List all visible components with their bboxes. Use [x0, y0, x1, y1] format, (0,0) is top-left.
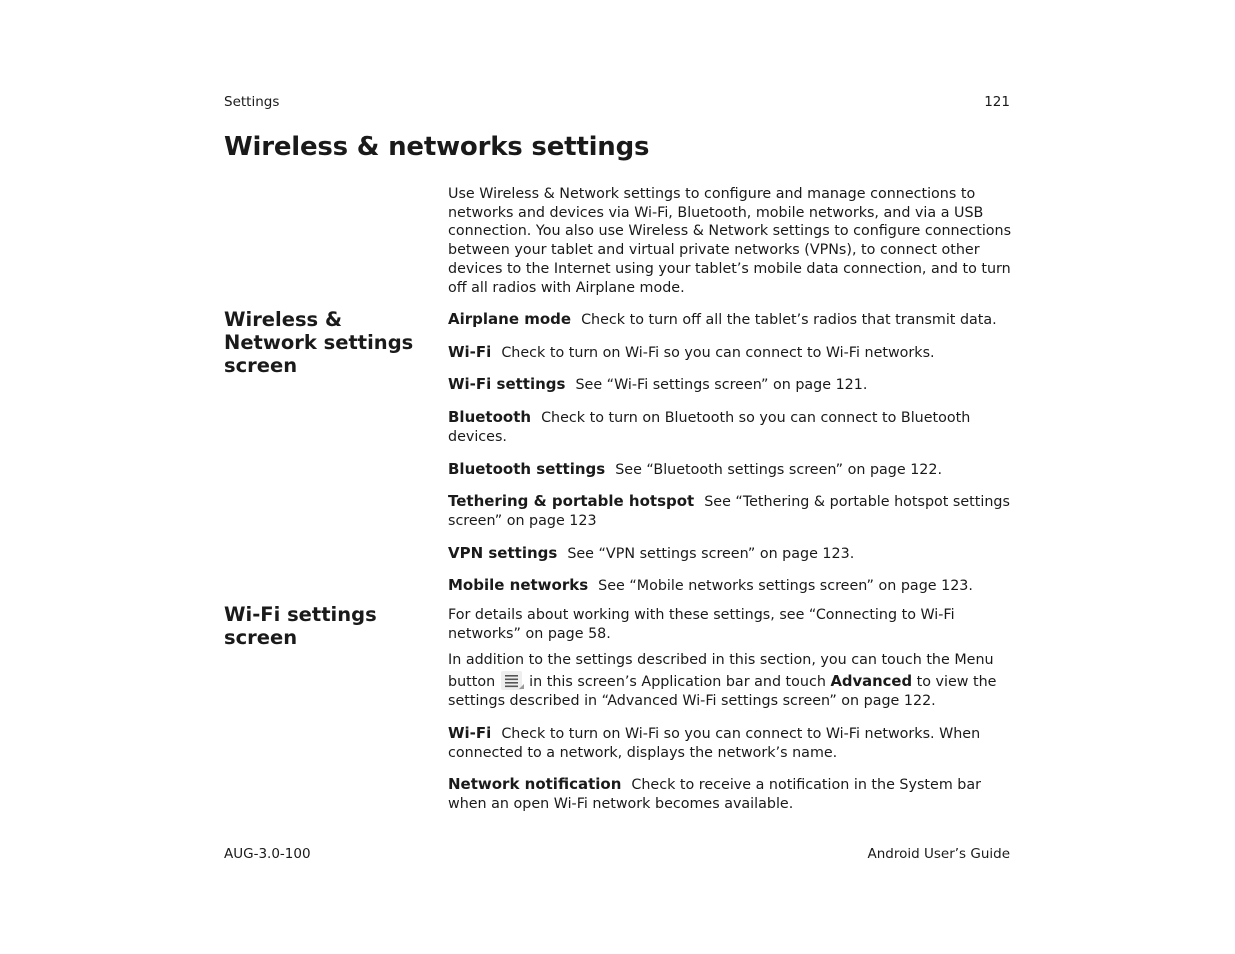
entry-bluetooth	[448, 408, 1012, 446]
text: In addition to the settings described in this section, you can touch the Menu button	[448, 652, 994, 691]
description: Check to turn on Bluetooth so you can connect to Bluetooth devices.	[448, 410, 971, 445]
description: See “Bluetooth settings screen” on page 122.	[615, 461, 943, 478]
entry-airplane-mode	[448, 310, 1012, 330]
text: to view the settings described in “Advanced Wi-Fi settings screen” on page 122.	[448, 674, 997, 710]
running-header	[224, 94, 1010, 110]
entry-bluetooth-settings	[448, 460, 1012, 480]
term: Mobile networks	[448, 576, 589, 595]
footer-guide-name: Android User’s Guide	[867, 846, 1010, 862]
page-footer	[224, 846, 1010, 862]
page-title: Wireless & networks settings	[224, 132, 650, 162]
advanced-term: Advanced	[830, 673, 913, 691]
entry-wifi-toggle	[448, 724, 1012, 762]
wifi-menu-paragraph	[448, 651, 1012, 710]
description: Check to turn on Wi-Fi so you can connect to Wi-Fi networks. When connected to a network, displays the network’s name.	[448, 725, 981, 761]
term: Airplane mode	[448, 310, 572, 328]
description: See “VPN settings screen” on page 123.	[567, 545, 855, 562]
term: Wi-Fi settings	[448, 375, 566, 394]
header-section-label: Settings	[224, 94, 280, 110]
entry-wifi	[448, 343, 1012, 363]
document-page	[224, 0, 1010, 954]
description: Check to turn on Wi-Fi so you can connect to Wi-Fi networks.	[501, 344, 935, 361]
description: See “Wi-Fi settings screen” on page 121.	[575, 377, 868, 394]
description: Check to turn off all the tablet’s radios that transmit data.	[581, 312, 997, 328]
entry-mobile-networks	[448, 576, 1012, 596]
description: See “Mobile networks settings screen” on page 123.	[598, 578, 973, 595]
section-heading-wifi: Wi-Fi settings screen	[224, 603, 377, 649]
term: VPN settings	[448, 543, 558, 562]
menu-icon	[499, 670, 525, 692]
term: Tethering & portable hotspot	[448, 492, 695, 511]
entry-vpn-settings	[448, 544, 1012, 564]
intro-paragraph: Use Wireless & Network settings to configure and manage connections to networks and devices via Wi-Fi, Bluetooth, mobile networks, and via a USB connection. You also use Wireless & Network settings to configure connections between your tablet and virtual private networks (VPNs), to connect other devices to the Internet using your tablet’s mobile data connection, and to turn off all radios with Airplane mode.	[448, 186, 1012, 296]
section-heading-wireless: Wireless & Network settings screen	[224, 308, 414, 377]
description: See “Tethering & portable hotspot settings screen” on page 123	[448, 494, 1010, 529]
term: Network notification	[448, 775, 622, 794]
entry-wifi-settings	[448, 375, 1012, 395]
wifi-intro-paragraph: For details about working with these settings, see “Connecting to Wi-Fi networks” on page 58.	[448, 607, 955, 642]
term: Wi-Fi	[448, 723, 492, 742]
description: Check to receive a notification in the System bar when an open Wi-Fi network becomes available.	[448, 777, 982, 812]
term: Bluetooth settings	[448, 459, 606, 478]
text: in this screen’s Application bar and touch	[529, 674, 826, 691]
term: Wi-Fi	[448, 342, 492, 361]
term: Bluetooth	[448, 408, 532, 427]
entry-tethering	[448, 492, 1012, 530]
header-page-number: 121	[984, 94, 1010, 110]
footer-doc-id: AUG-3.0-100	[224, 846, 311, 862]
entry-network-notification	[448, 775, 1012, 813]
